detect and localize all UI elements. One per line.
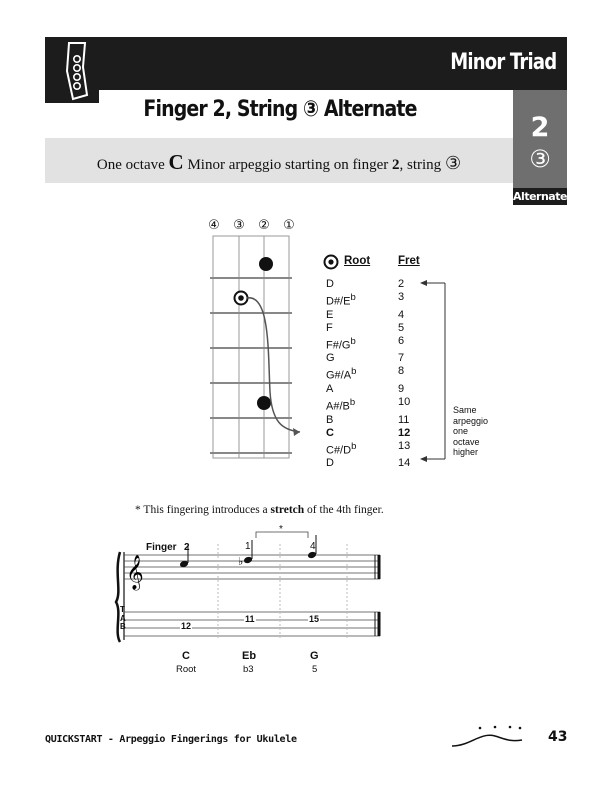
tab-fret: 12 xyxy=(181,621,192,631)
fret-table-rows xyxy=(326,278,416,470)
flat-icon: ♭ xyxy=(238,555,244,568)
note-head xyxy=(243,556,253,565)
fretboard-diagram xyxy=(200,232,310,462)
note-name-label: Eb xyxy=(242,650,257,662)
table-row xyxy=(326,309,416,322)
arrow-head xyxy=(293,428,300,436)
subtitle-prefix: One octave xyxy=(96,157,169,173)
note-name: D xyxy=(326,457,334,470)
degree-label: Root xyxy=(176,664,197,675)
page-number: 43 xyxy=(548,729,568,745)
string-label-4: ④ xyxy=(208,218,220,233)
flat-sign: b xyxy=(349,396,356,408)
note-name: F#/G xyxy=(326,339,351,352)
footnote-bold: stretch xyxy=(270,504,305,516)
note-name: E xyxy=(326,308,334,321)
fret-lines xyxy=(210,278,292,453)
subtitle-middle: Minor arpeggio starting on finger xyxy=(183,157,393,173)
section-title: Minor Triad xyxy=(449,50,556,75)
stretch-mark: * xyxy=(279,524,283,535)
fret-number: 3 xyxy=(398,291,405,303)
note-name: B xyxy=(326,413,334,426)
table-row xyxy=(326,335,416,353)
note-name: D#/E xyxy=(326,295,351,308)
tab-clef-letter: B xyxy=(120,622,126,631)
table-row-root xyxy=(326,427,416,440)
tab-clef-letter: A xyxy=(120,613,126,623)
note-name: A#/B xyxy=(326,400,350,413)
octave-note-line: arpeggio xyxy=(453,415,489,426)
book-title: QUICKSTART - Arpeggio Fingerings for Ukulele xyxy=(45,734,297,745)
footnote xyxy=(135,504,384,516)
octave-arrow xyxy=(247,298,300,432)
octave-note xyxy=(453,405,503,458)
footer-wave-icon xyxy=(450,722,525,750)
note-name: C#/D xyxy=(326,444,352,457)
tab-fret: 11 xyxy=(245,614,255,624)
fret-number: 6 xyxy=(398,334,405,347)
fret-number: 4 xyxy=(398,308,405,321)
string-label-3: ③ xyxy=(233,218,245,233)
table-row xyxy=(326,365,416,383)
table-row xyxy=(326,278,416,291)
side-tab-string: ③ xyxy=(529,145,551,173)
fret-number: 9 xyxy=(398,382,405,395)
string-label-2: ② xyxy=(258,218,270,233)
fret-header: Fret xyxy=(398,255,420,267)
note-name: G#/A xyxy=(326,369,352,382)
note-name-label: C xyxy=(182,650,190,662)
note-name-label: G xyxy=(310,650,319,662)
finger-number: 2 xyxy=(184,542,190,553)
finger-dot xyxy=(257,396,271,410)
fret-number: 5 xyxy=(398,321,405,334)
tab-clef-letter: T xyxy=(120,605,125,614)
table-row xyxy=(326,322,416,335)
note-name: A xyxy=(326,382,334,395)
note-name: G xyxy=(326,352,335,365)
root-symbol-icon xyxy=(322,253,340,271)
subtitle-after-finger: , string xyxy=(399,157,445,173)
note-head xyxy=(307,551,317,560)
fret-number: 11 xyxy=(398,413,410,426)
fret-number: 2 xyxy=(398,278,405,290)
table-row xyxy=(326,352,416,365)
fret-number: 14 xyxy=(398,457,411,470)
page-heading: Finger 2, String ③ Alternate xyxy=(143,97,417,122)
fret-number: 12 xyxy=(398,426,411,439)
fret-number: 8 xyxy=(398,365,405,378)
fret-number: 13 xyxy=(398,439,411,452)
fret-number: 10 xyxy=(398,395,411,408)
string-label-1: ① xyxy=(283,218,295,233)
note-name: F xyxy=(326,321,333,334)
subtitle xyxy=(45,150,513,175)
tab-clef xyxy=(120,606,126,632)
note-name: D xyxy=(326,278,334,290)
treble-clef-icon: 𝄞 xyxy=(126,555,144,590)
subtitle-string: ③ xyxy=(444,153,462,174)
fret-number: 7 xyxy=(398,352,405,365)
side-tab-label: Alternate xyxy=(513,190,567,203)
side-tab-finger: 2 xyxy=(530,112,550,143)
finger-number: 1 xyxy=(245,541,251,552)
degree-label: b3 xyxy=(243,664,254,675)
finger-dot xyxy=(259,257,273,271)
table-row xyxy=(326,457,416,470)
footnote-text: of the 4th finger. xyxy=(304,504,384,516)
octave-note-line: one xyxy=(453,426,469,436)
flat-sign: b xyxy=(351,440,357,452)
finger-number: 4 xyxy=(310,541,316,552)
table-row xyxy=(326,414,416,427)
table-row xyxy=(326,291,416,309)
ukulele-logo xyxy=(45,37,99,103)
flat-sign: b xyxy=(350,335,356,347)
table-row xyxy=(326,396,416,414)
octave-note-line: higher xyxy=(453,447,479,457)
footnote-text: * This fingering introduces a xyxy=(135,504,271,516)
flat-sign: b xyxy=(351,366,357,378)
octave-note-line: Same xyxy=(453,405,477,415)
table-row xyxy=(326,440,416,458)
subtitle-finger: 2 xyxy=(392,157,400,173)
root-header: Root xyxy=(344,255,371,267)
root-dot-center xyxy=(238,295,244,301)
tab-fret: 15 xyxy=(309,614,320,624)
table-row xyxy=(326,383,416,396)
octave-bracket xyxy=(415,276,455,466)
octave-note-line: octave xyxy=(453,436,480,447)
finger-label: Finger xyxy=(146,542,177,553)
degree-label: 5 xyxy=(312,664,318,675)
flat-sign: b xyxy=(350,292,356,303)
note-name: C xyxy=(326,426,334,439)
subtitle-key: C xyxy=(168,150,184,174)
ukulele-headstock-icon xyxy=(45,37,99,103)
